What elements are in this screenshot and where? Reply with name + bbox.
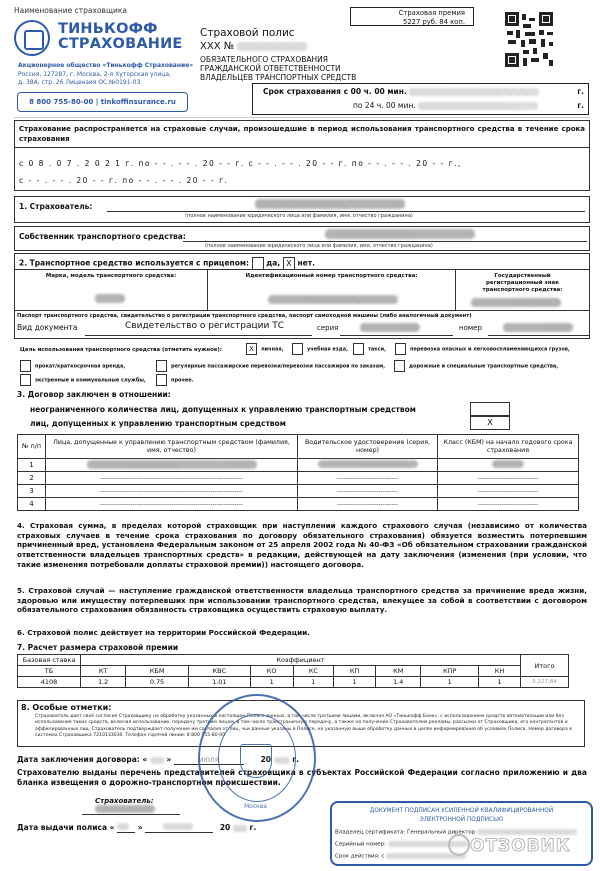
watermark-text: ОТЗОВИК (470, 836, 571, 856)
esign-title: ДОКУМЕНТ ПОДПИСАН УСИЛЕННОЙ КВАЛИФИЦИРОВАННОЙ ЭЛЕКТРОННОЙ ПОДПИСЬЮ (369, 808, 554, 823)
owner-box (14, 226, 590, 251)
document-type-line (85, 335, 312, 336)
purpose-option-taxi[interactable]: такси, (353, 343, 386, 355)
contract-heading: 3. Договор заключен в отношении: (17, 390, 171, 399)
vehicle-vin-label: Идентификационный номер транспортного средства: (245, 273, 418, 279)
insured-box (14, 196, 590, 223)
document-type-value: Свидетельство о регистрации ТС (125, 321, 284, 331)
coverage-heading: Страхование распространяется на страховые случаи, произошедшие в период использования транспортного средства в течение срока страхования (19, 125, 585, 143)
purpose-option-other[interactable]: прочее. (156, 374, 194, 386)
table-row: 1 (18, 459, 579, 472)
table-row: 4 ------------------------------------------------------------------ ---------------------------- ---------------------------- (18, 498, 579, 511)
esign-serial: Серийный номер: (335, 841, 468, 848)
col-number: № п/п (18, 435, 46, 459)
premium-value: 5227 руб. 84 коп. (403, 17, 465, 26)
insurance-term-box (252, 83, 589, 115)
purpose-checkbox[interactable] (292, 343, 303, 355)
document-series-label: серия (317, 324, 339, 332)
insurant-signature-label: Страхователь: (95, 797, 154, 805)
policy-sub-3: ВЛАДЕЛЬЦЕВ ТРАНСПОРТНЫХ СРЕДСТВ (200, 73, 357, 82)
policy-sub-2: ГРАЖДАНСКОЙ ОТВЕТСТВЕННОСТИ (200, 64, 341, 73)
owner-hint: (полное наименование юридического лица или фамилия, имя, отчество гражданина) (205, 243, 433, 249)
owner-fill-line (183, 241, 587, 242)
company-name: Акционерное общество «Тинькофф Страхование» (18, 62, 194, 69)
issue-year-redacted (233, 825, 247, 832)
document-heading: Паспорт транспортного средства, свидетельство о регистрации транспортного средства, паспорт самоходной машины (либо аналогичный документ) (17, 313, 472, 319)
issue-month-redacted (163, 823, 193, 830)
purpose-checkbox[interactable]: X (246, 343, 257, 355)
tinkoff-logo (14, 20, 194, 60)
col-kbm: Класс (КБМ) на начало годового срока страхования (438, 435, 579, 459)
clause-5-insured-event: 5. Страховой случай — наступление гражданской ответственности владельца транспортного средства за причинение вреда жизни, здоровью или имуществу потерпевших при использовании транспортного средства, влекущее за собой в соответствии с договором обязательного страхования обязанность страховщика осуществить страховую выплату. (17, 586, 587, 615)
coverage-period-box (14, 120, 590, 191)
purpose-checkbox[interactable] (20, 360, 31, 372)
insurant-signature-line (82, 814, 180, 815)
drivers-table-header (18, 435, 579, 459)
trailer-no-checkbox[interactable]: X (283, 257, 295, 270)
contact-separator: | (95, 98, 99, 106)
policy-number-redacted (237, 42, 307, 51)
premium-box (350, 7, 474, 26)
table-row: 2 ------------------------------------------------------------------ ---------------------------- ---------------------------- (18, 472, 579, 485)
purpose-checkbox[interactable] (156, 360, 167, 372)
issue-day-redacted (117, 823, 129, 830)
qr-code-icon (505, 12, 553, 67)
insured-name-redacted (255, 199, 405, 209)
coverage-separator (15, 147, 589, 148)
insured-hint: (полное наименование юридического лица или фамилия, имя, отчество гражданина) (185, 213, 413, 219)
company-stamp-icon (198, 694, 316, 822)
purpose-checkbox[interactable] (353, 343, 364, 355)
vehicle-model-cell (15, 269, 208, 310)
coverage-period-row-2: с - - . - - . 20 - - г. по - - . - - . 20 - - г. (19, 176, 229, 185)
header-divider (14, 117, 590, 118)
vehicle-document-row (15, 310, 589, 332)
driver-kbm-redacted (492, 460, 524, 468)
document-type-label: Вид документа (17, 323, 78, 332)
purpose-option-dangerous-goods[interactable]: перевозка опасных и легковоспламеняющихся грузов, (395, 343, 570, 355)
vehicle-vin-cell (208, 269, 456, 310)
policy-sub-1: ОБЯЗАТЕЛЬНОГО СТРАХОВАНИЯ (200, 55, 328, 64)
driver-name-redacted (87, 460, 257, 469)
document-number-label: номер (459, 324, 482, 332)
vehicle-plate-label: Государственный регистрационный знак транспортного средства: (482, 273, 563, 293)
purpose-checkbox[interactable] (156, 374, 167, 386)
contract-option-limited: лиц, допущенных к управлению транспортным средством (30, 419, 286, 428)
premium-label: Страховая премия (398, 9, 465, 17)
trailer-no-label: нет. (297, 258, 315, 268)
owner-name-redacted (325, 229, 475, 239)
vehicle-vin-redacted (268, 295, 398, 304)
document-number-line (488, 335, 589, 336)
logo-line-2: СТРАХОВАНИЕ (58, 36, 183, 52)
drivers-table (17, 434, 579, 511)
document-series-line (340, 335, 453, 336)
policy-title: Страховой полис (200, 27, 295, 39)
contract-unlimited-checkbox[interactable] (470, 402, 510, 416)
table-row: 3 ------------------------------------------------------------------ ---------------------------- ---------------------------- (18, 485, 579, 498)
contract-option-unlimited: неограниченного количества лиц, допущенных к управлению транспортным средством (30, 405, 416, 414)
policy-series-label: ХХХ № (200, 41, 235, 52)
vehicle-plate-cell (456, 269, 589, 310)
vehicle-plate-redacted (471, 298, 561, 307)
usage-purpose-label: Цель использования транспортного средства (отметить нужное): (20, 347, 222, 353)
contract-date: Дата заключения договора: « » июля 20 г. (17, 755, 300, 764)
coefficient-names-row: ТБ КТ КБМ КВС КО КС КП КМ КПР КН (18, 666, 569, 677)
contract-day-redacted (150, 757, 164, 764)
total-label: Итого (521, 655, 569, 677)
vehicle-model-redacted (95, 294, 125, 303)
term-end-year-suffix: г. (577, 101, 584, 110)
base-rate-label: Базовая ставка (18, 655, 81, 666)
stamp-city: Москва (244, 803, 267, 810)
logo-line-1: ТИНЬКОФФ (58, 21, 158, 37)
term-start-year-suffix: г. (577, 87, 584, 96)
contract-limited-checkbox[interactable]: X (470, 416, 510, 430)
coefficient-label: Коэффициент (81, 655, 521, 666)
insured-fill-line (107, 211, 585, 212)
trailer-question: 2. Транспортное средство используется с прицепом: да, X нет. (19, 258, 315, 268)
purpose-checkbox[interactable] (394, 360, 405, 372)
special-notes-heading: 8. Особые отметки: (21, 703, 112, 712)
stamp-shield-icon (240, 744, 272, 778)
term-end-date-redacted (418, 102, 538, 110)
insurer-caption: Наименование страховщика (14, 6, 128, 15)
term-start: Срок страхования с 00 ч. 00 мин. (263, 87, 539, 96)
policy-series (200, 41, 307, 52)
insurant-signature-redacted (95, 805, 155, 813)
contact-box (17, 92, 188, 112)
esign-owner: Владелец сертификата: Генеральный директор (335, 829, 577, 836)
purpose-checkbox[interactable] (20, 374, 31, 386)
watermark-logo-icon (448, 834, 470, 856)
term-end: по 24 ч. 00 мин. (353, 101, 538, 110)
company-address-2: д. 38А, стр. 26 Лицензия ОС №0191-03 (18, 79, 141, 86)
premium-calc-heading: 7. Расчет размера страховой премии (17, 643, 179, 652)
griffin-emblem-icon (14, 20, 50, 56)
vehicle-box (14, 253, 590, 339)
coefficient-values-row: 4108 1.2 0.75 1.01 1 1 1 1.4 1 1 5 227,84 (18, 677, 569, 688)
contract-month: июля (174, 755, 244, 765)
company-address-1: Россия, 127287, г. Москва, 2-я Хуторская улица, (18, 70, 171, 78)
company-info (18, 62, 218, 88)
owner-label: Собственник транспортного средства: (19, 232, 186, 241)
total-value: 5 227,84 (521, 677, 569, 688)
trailer-yes-label: да, (266, 258, 281, 268)
policy-subtitle (200, 55, 356, 82)
purpose-checkbox[interactable] (395, 343, 406, 355)
driver-license-redacted (318, 460, 418, 468)
esign-validity: Срок действия: с (335, 853, 466, 860)
purpose-option-personal[interactable]: X личная, (246, 343, 284, 355)
purpose-option-emergency[interactable]: экстренные и коммунальные службы, (20, 374, 146, 386)
clause-6-territory: 6. Страховой полис действует на территории Российской Федерации. (17, 628, 310, 637)
documents-handed-text: Страхователю выданы перечень представителей страховщика в субъектах Российской Федерации согласно приложению и два бланка извещения о дорожно-транспортном происшествии. (17, 768, 587, 787)
purpose-option-rental[interactable]: прокат/краткосрочная аренда, (20, 360, 125, 372)
premium-calc-table (17, 654, 569, 688)
website-link[interactable]: tinkoffinsurance.ru (100, 98, 176, 106)
col-driver-name: Лица, допущенные к управлению транспортным средством (фамилия, имя, отчество) (46, 435, 298, 459)
insured-label: 1. Страхователь: (19, 202, 93, 211)
special-notes-text: Страхователь дает своё согласие Страховщику на обработку указанных в настоящем Полисе данных, в том числе третьими лицами, включая АО «Тинькофф Банк», с использованием средств автоматизации или без использования таких средств, включая использование, передачу третьим лицам, в том числе трансграничную передачу, а также на получение Страхователем рекламы, рассылки от Страховщика, его контрагентов и аффилированных лиц. Страхователь подтверждает получение им согласия от лиц, чьи данные указаны в Полисе, на указанную выше обработку данных в целях информирования об условиях Полиса. Номер договора в системах Страховщика 7210133030. Телефон горячей линии: 8 800 755-80-00. (35, 714, 572, 739)
purpose-option-passenger[interactable]: регулярные пассажирские перевозки/перевозки пассажиров по заказам, (156, 360, 385, 372)
logo-text (58, 22, 183, 52)
document-number-redacted (503, 323, 573, 332)
document-series-redacted (360, 323, 420, 332)
purpose-option-road-special[interactable]: дорожные и специальные транспортные средства, (394, 360, 558, 372)
clause-4-sum-insured: 4. Страховая сумма, в пределах которой страховщик при наступлении каждого страхового случая (независимо от количества страховых случаев в течение срока страхования по договору обязательного страхования) обязуется возместить потерпевшим причиненный вред, установлена Федеральным законом от 25 апреля 2002 года № 40-ФЗ «Об обязательном страховании гражданской ответственности владельцев транспортных средств» в редакции, действующей на дату заключения (изменения (при условии, что такие изменения потребовали доплаты страховой премии)) настоящего договора. (17, 521, 587, 569)
col-license: Водительское удостоверение (серия, номер) (298, 435, 438, 459)
vehicle-model-label: Марка, модель транспортного средства: (45, 273, 177, 279)
esign-owner-redacted (477, 829, 577, 835)
issue-date: Дата выдачи полиса « » 20 г. (17, 823, 257, 832)
purpose-option-training[interactable]: учебная езда, (292, 343, 348, 355)
coverage-period-row-1: с 0 8 . 0 7 . 2 0 2 1 г. по - - . - - . 20 - - г. с - - . - - . 20 - - г. по - - . - - . 20 - - г., (19, 159, 462, 168)
phone-number[interactable]: 8 800 755-80-00 (29, 98, 94, 106)
term-start-date-redacted (409, 88, 539, 96)
